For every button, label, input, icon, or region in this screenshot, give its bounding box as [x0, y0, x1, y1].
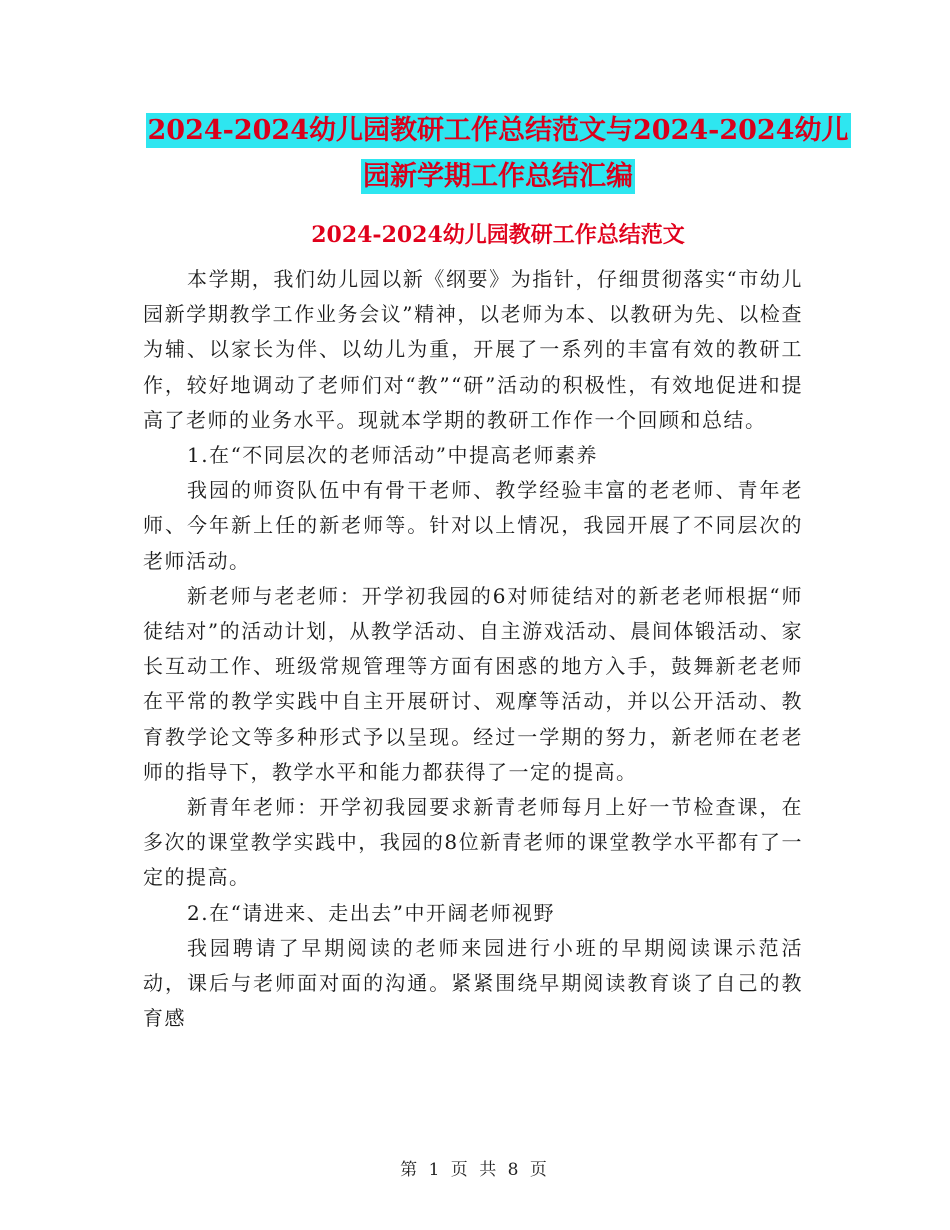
paragraph: 我园聘请了早期阅读的老师来园进行小班的早期阅读课示范活动，课后与老师面对面的沟通。紧紧围绕早期阅读教育谈了自己的教育感 [143, 935, 803, 1031]
paragraph: 新青年老师：开学初我园要求新青老师每月上好一节检查课，在多次的课堂教学实践中，我园的8位新青老师的课堂教学水平都有了一定的提高。 [143, 795, 803, 890]
document-title [120, 108, 876, 200]
title-line-1: 2024-2024幼儿园教研工作总结范文与2024-2024幼儿 [147, 115, 849, 146]
section-title: 2024-2024幼儿园教研工作总结范文 [311, 222, 685, 248]
document-body [143, 262, 803, 1036]
paragraph-heading-2: 2.在“请进来、走出去”中开阔老师视野 [187, 900, 556, 925]
paragraph-heading-1: 1.在“不同层次的老师活动”中提高老师素养 [187, 443, 599, 468]
page-footer: 第 1 页 共 8 页 [400, 1160, 550, 1180]
paragraph-intro: 本学期，我们幼儿园以新《纲要》为指针，仔细贯彻落实“市幼儿园新学期教学工作业务会议”精神，以老师为本、以教研为先、以检查为辅、以家长为伴、以幼儿为重，开展了一系列的丰富有效的教研工作，较好地调动了老师们对“教”“研”活动的积极性，有效地促进和提高了老师的业务水平。现就本学期的教研工作作一个回顾和总结。 [143, 267, 803, 432]
paragraph: 新老师与老老师：开学初我园的6对师徒结对的新老老师根据“师徒结对”的活动计划，从教学活动、自主游戏活动、晨间体锻活动、家长互动工作、班级常规管理等方面有困惑的地方入手，鼓舞新老老师在平常的教学实践中自主开展研讨、观摩等活动，并以公开活动、教育教学论文等多种形式予以呈现。经过一学期的努力，新老师在老老师的指导下，教学水平和能力都获得了一定的提高。 [143, 583, 803, 784]
paragraph: 我园的师资队伍中有骨干老师、教学经验丰富的老老师、青年老师、今年新上任的新老师等。针对以上情况，我园开展了不同层次的老师活动。 [143, 478, 803, 573]
title-line-2: 园新学期工作总结汇编 [363, 161, 633, 192]
